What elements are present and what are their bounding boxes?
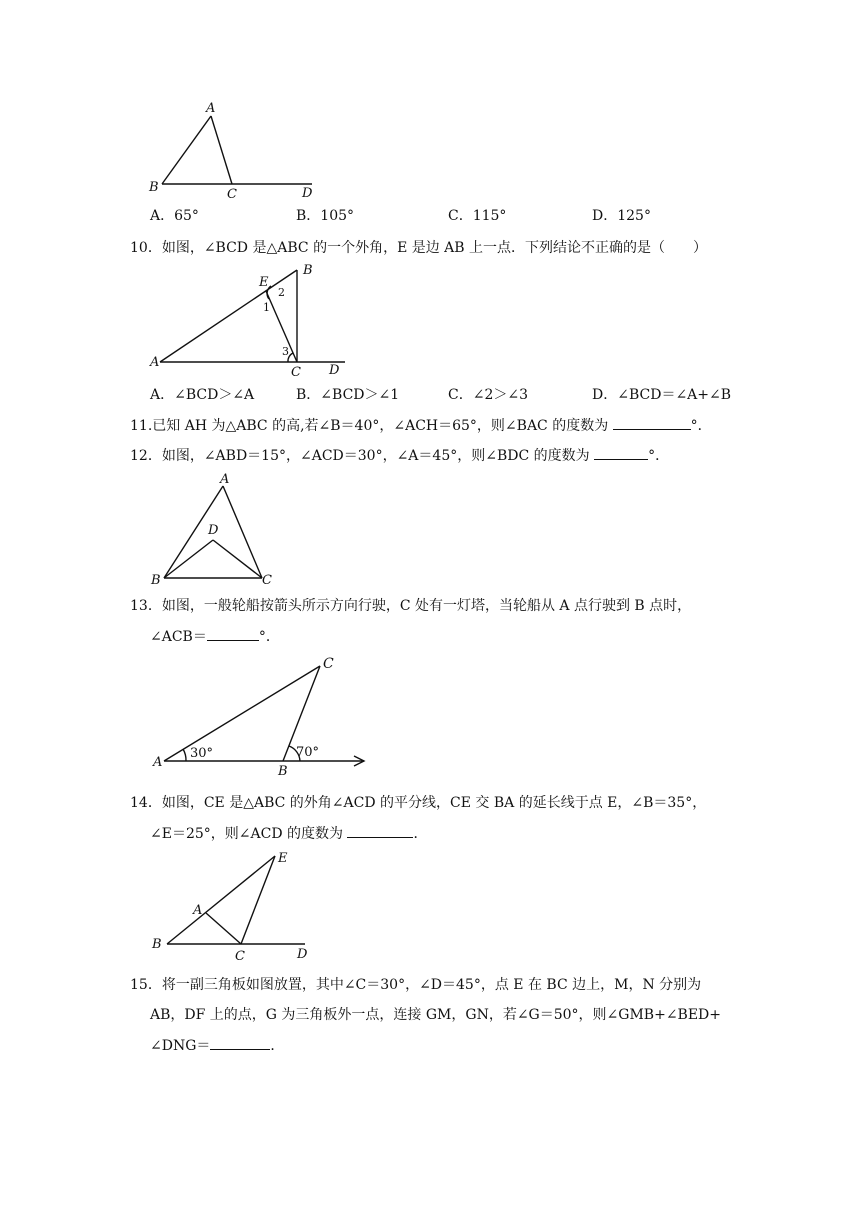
q10-label-2: 2 (278, 286, 285, 299)
q10-option-a[interactable]: A．∠BCD＞∠A (150, 387, 255, 403)
q9-label-b: B (149, 180, 159, 195)
q14-label-d: D (297, 947, 308, 962)
q13-question-line2 (150, 626, 280, 647)
q11-question (130, 415, 712, 436)
q13-answer-blank[interactable] (207, 626, 259, 641)
q13-text-after: °． (258, 629, 280, 645)
q10-label-a: A (150, 355, 160, 370)
q14-label-c: C (235, 949, 245, 964)
q14-label-e: E (278, 851, 288, 866)
q9-line-ac (211, 116, 232, 184)
q10-label-e: E (259, 275, 269, 290)
q14-question-line1: 14．如图，CE 是△ABC 的外角∠ACD 的平分线，CE 交 BA 的延长线于点 E，∠B＝35°， (130, 795, 707, 811)
q13-text-before: ∠ACB＝ (150, 629, 207, 645)
q12-figure (145, 470, 285, 590)
q12-line-bd (164, 540, 213, 578)
q15-text-after: ． (270, 1038, 285, 1054)
q13-angle-arc-a (183, 749, 186, 761)
q11-text-after: °． (690, 418, 712, 434)
q15-question-line2: AB，DF 上的点，G 为三角板外一点，连接 GM，GN，若∠G＝50°，则∠GMB+∠BED+ (150, 1007, 722, 1023)
q9-option-c[interactable]: C．115° (448, 208, 507, 224)
q9-option-b[interactable]: B．105° (296, 208, 355, 224)
q12-question (130, 445, 669, 466)
q14-text-before: ∠E＝25°，则∠ACD 的度数为 (150, 826, 348, 842)
q12-line-ac (223, 486, 262, 578)
q10-figure (145, 262, 365, 380)
q13-angle-label-a: 30° (190, 746, 214, 761)
q12-label-b: B (151, 573, 161, 588)
q15-text-before: ∠DNG＝ (150, 1038, 211, 1054)
q15-question-line3 (150, 1035, 284, 1056)
q10-label-3: 3 (282, 345, 289, 358)
q13-label-b: B (278, 764, 288, 779)
q12-label-d: D (208, 523, 219, 538)
q12-text-before: 12．如图，∠ABD＝15°，∠ACD＝30°，∠A＝45°，则∠BDC 的度数为 (130, 448, 595, 464)
q11-text-before: 11.已知 AH 为△ABC 的高,若∠B＝40°，∠ACH＝65°，则∠BAC 的度数为 (130, 418, 613, 434)
q13-label-c: C (323, 656, 334, 672)
q9-figure (140, 98, 340, 208)
q13-question-line1: 13．如图，一般轮船按箭头所示方向行驶，C 处有一灯塔，当轮船从 A 点行驶到 B 点时， (130, 598, 692, 614)
q12-label-a: A (220, 472, 230, 487)
q10-label-1: 1 (263, 301, 270, 314)
q12-text-after: °． (648, 448, 670, 464)
q14-line-ac (206, 913, 241, 944)
q9-line-ba (162, 116, 211, 184)
q12-answer-blank[interactable] (594, 445, 648, 460)
q10-option-b[interactable]: B．∠BCD＞∠1 (296, 387, 400, 403)
q10-option-c[interactable]: C．∠2＞∠3 (448, 387, 528, 403)
q14-answer-blank[interactable] (347, 823, 413, 838)
q11-answer-blank[interactable] (613, 415, 691, 430)
q12-label-c: C (262, 573, 272, 588)
q13-label-a: A (153, 755, 163, 770)
q10-label-d: D (329, 363, 340, 378)
q9-label-a: A (206, 101, 216, 116)
q9-option-a[interactable]: A．65° (150, 208, 199, 224)
q10-label-c: C (291, 365, 301, 380)
q10-label-b: B (303, 263, 313, 278)
q14-question-line2 (150, 823, 427, 844)
q13-figure (150, 652, 380, 779)
q14-figure (145, 848, 335, 966)
q9-label-c: C (227, 187, 237, 202)
q14-text-after: ． (413, 826, 428, 842)
q15-answer-blank[interactable] (210, 1035, 270, 1050)
q10-question-text: 10．如图，∠BCD 是△ABC 的一个外角，E 是边 AB 上一点．下列结论不正确的是（ ） (130, 240, 708, 256)
q14-label-a: A (193, 903, 203, 918)
q14-label-b: B (152, 937, 162, 952)
q9-option-d[interactable]: D．125° (592, 208, 651, 224)
q14-line-be (167, 856, 275, 944)
q13-angle-label-b: 70° (296, 745, 320, 760)
q9-label-d: D (302, 186, 313, 201)
q15-question-line1: 15．将一副三角板如图放置，其中∠C＝30°，∠D＝45°，点 E 在 BC 边上，M，N 分别为 (130, 977, 702, 993)
q10-option-d[interactable]: D．∠BCD＝∠A+∠B (592, 387, 732, 403)
